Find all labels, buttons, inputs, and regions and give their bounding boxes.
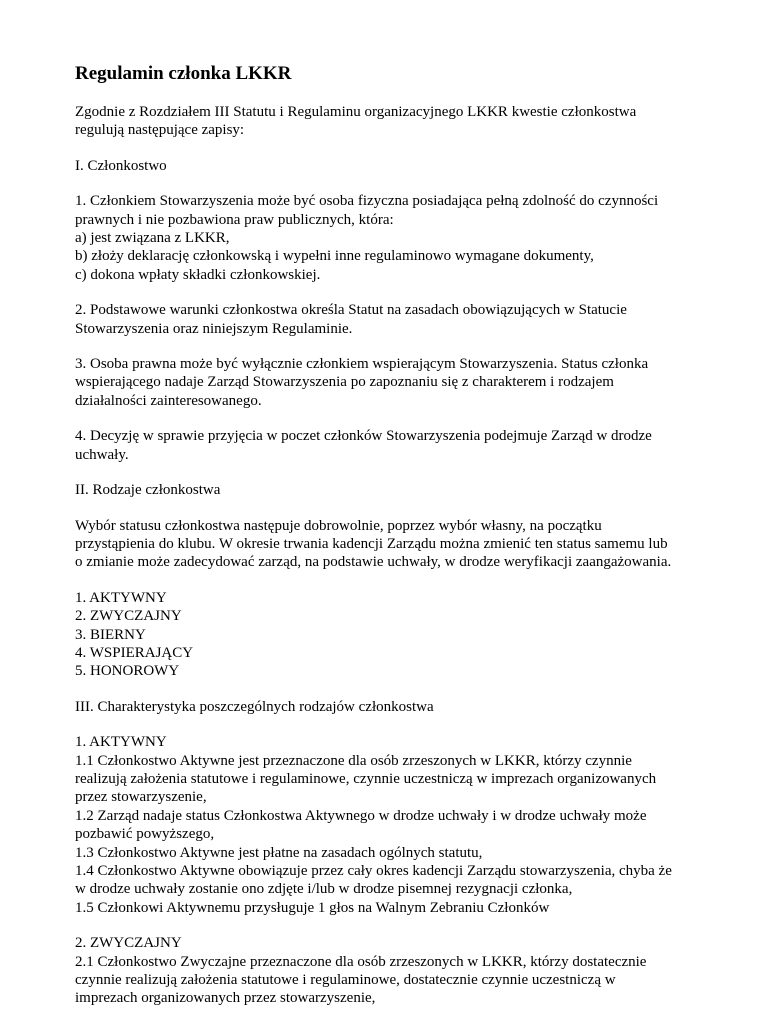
text-line: realizują założenia statutowe i regulaminowe, czynnie uczestniczą w imprezach organizowanych: [75, 770, 657, 787]
text-line: II. Rodzaje członkostwa: [75, 482, 221, 499]
text-line: regulują następujące zapisy:: [75, 122, 245, 139]
paragraph-point-1: [75, 192, 735, 284]
text-line: przez stowarzyszenie,: [75, 789, 207, 806]
list-item: 5. HONOROWY: [75, 663, 180, 680]
membership-types-list: [75, 589, 735, 681]
text-line: 2. ZWYCZAJNY: [75, 935, 182, 952]
text-line: 3. Osoba prawna może być wyłącznie członkiem wspierającym Stowarzyszenia. Status członka: [75, 356, 649, 373]
paragraph-point-3: [75, 355, 735, 410]
paragraph-point-2: [75, 301, 735, 338]
list-item: 3. BIERNY: [75, 626, 146, 643]
text-line: o zmianie może zadecydować zarząd, na podstawie uchwały, w drodze weryfikacji zaangażowania.: [75, 554, 672, 571]
text-line: czynnie realizują założenia statutowe i regulaminowe, dostatecznie czynnie uczestniczą w: [75, 972, 616, 989]
text-line: 1.3 Członkostwo Aktywne jest płatne na zasadach ogólnych statutu,: [75, 844, 483, 861]
text-line: 2.1 Członkostwo Zwyczajne przeznaczone dla osób zrzeszonych w LKKR, którzy dostatecznie: [75, 953, 647, 970]
text-line: Stowarzyszenia oraz niniejszym Regulaminie.: [75, 320, 353, 337]
text-line: przystąpienia do klubu. W okresie trwania kadencji Zarządu można zmienić ten status samemu lub: [75, 535, 668, 552]
paragraph-intro: [75, 103, 735, 140]
text-line: Zgodnie z Rozdziałem III Statutu i Regulaminu organizacyjnego LKKR kwestie członkostwa: [75, 104, 637, 120]
section-heading-characteristics: [75, 698, 735, 716]
paragraph-point-4: [75, 427, 735, 464]
document-page: [75, 62, 735, 1025]
text-line: 1.1 Członkostwo Aktywne jest przeznaczone dla osób zrzeszonych w LKKR, którzy czynnie: [75, 752, 632, 769]
text-line: w drodze uchwały zostanie ono zdjęte i/lub w drodze pisemnej rezygnacji członka,: [75, 881, 573, 898]
text-line: prawnych i nie pozbawiona praw publicznych, która:: [75, 211, 394, 228]
text-line: działalności zainteresowanego.: [75, 392, 262, 409]
text-line: 4. Decyzję w sprawie przyjęcia w poczet członków Stowarzyszenia podejmuje Zarząd w drodze: [75, 428, 652, 445]
text-line: imprezach organizowanych przez stowarzyszenie,: [75, 990, 376, 1007]
paragraph-status-choice: [75, 517, 735, 572]
text-line: uchwały.: [75, 446, 129, 463]
text-line: 1. Członkiem Stowarzyszenia może być osoba fizyczna posiadająca pełną zdolność do czynności: [75, 193, 659, 210]
text-line: wspierającego nadaje Zarząd Stowarzyszenia po zapoznaniu się z charakterem i rodzajem: [75, 374, 614, 391]
text-line: b) złoży deklarację członkowską i wypełni inne regulaminowo wymagane dokumenty,: [75, 248, 594, 265]
text-line: I. Członkostwo: [75, 157, 167, 174]
text-line: Wybór statusu członkostwa następuje dobrowolnie, poprzez wybór własny, na początku: [75, 517, 602, 534]
text-line: 1.5 Członkowi Aktywnemu przysługuje 1 głos na Walnym Zebraniu Członków: [75, 899, 550, 916]
list-item: 2. ZWYCZAJNY: [75, 608, 182, 625]
text-line: 1.4 Członkostwo Aktywne obowiązuje przez cały okres kadencji Zarządu stowarzyszenia, chyba że: [75, 863, 672, 879]
section-heading-membership-types: [75, 481, 735, 499]
text-line: a) jest związana z LKKR,: [75, 230, 230, 247]
text-line: c) dokona wpłaty składki członkowskiej.: [75, 266, 321, 283]
text-line: 1.2 Zarząd nadaje status Członkostwa Aktywnego w drodze uchwały i w drodze uchwały może: [75, 807, 647, 824]
paragraph-ordinary-membership: [75, 934, 735, 1008]
list-item: 1. AKTYWNY: [75, 589, 167, 606]
text-line: pozbawić powyższego,: [75, 826, 215, 843]
paragraph-active-membership: [75, 733, 735, 917]
document-title: Regulamin członka LKKR: [75, 63, 292, 84]
list-item: 4. WSPIERAJĄCY: [75, 644, 194, 661]
section-heading-membership: [75, 157, 735, 175]
text-line: III. Charakterystyka poszczególnych rodzajów członkostwa: [75, 698, 434, 715]
text-line: 2. Podstawowe warunki członkostwa określa Statut na zasadach obowiązujących w Statucie: [75, 302, 627, 319]
text-line: 1. AKTYWNY: [75, 734, 167, 751]
